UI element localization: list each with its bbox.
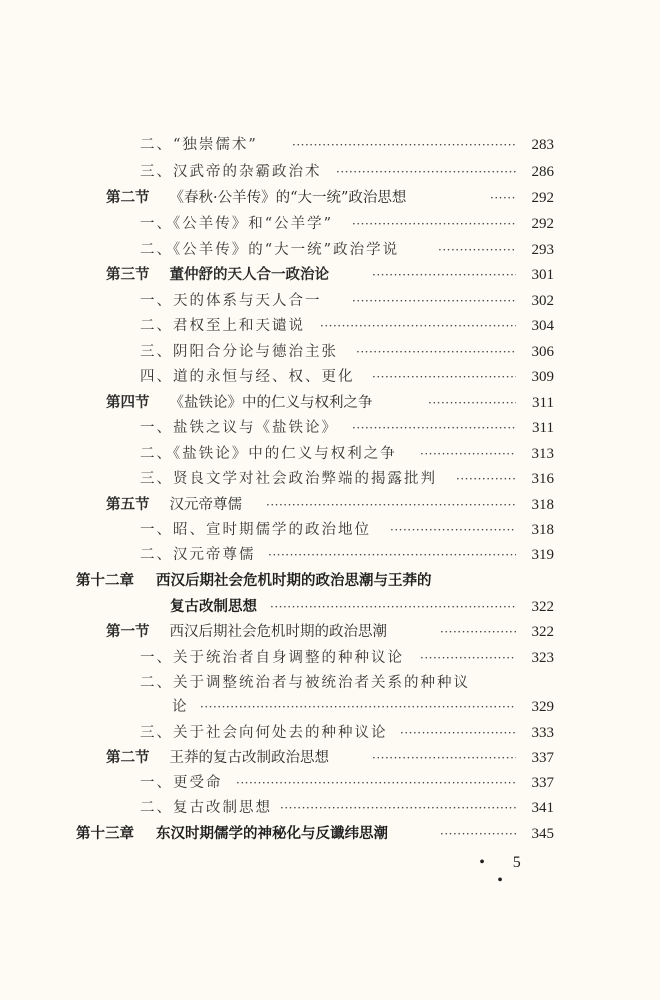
toc-entry-title: 一、昭、宣时期儒学的政治地位 xyxy=(140,522,371,538)
toc-page-number: 322 xyxy=(531,624,554,640)
toc-page-number: 304 xyxy=(531,318,554,334)
dot-leader xyxy=(372,365,516,389)
toc-section-title: 第一节 西汉后期社会危机时期的政治思潮 xyxy=(106,624,387,640)
dot-leader xyxy=(456,467,516,491)
toc-chapter[interactable] xyxy=(0,822,660,846)
toc-entry-title: 四、道的永恒与经、权、更化 xyxy=(140,369,355,385)
toc-page-number: 293 xyxy=(531,242,554,258)
toc-section-title: 第二节 王莽的复古改制政治思想 xyxy=(106,750,329,766)
toc-entry[interactable] xyxy=(0,416,660,440)
toc-section-title: 第二节 《春秋·公羊传》的“大一统”政治思想 xyxy=(106,190,407,206)
toc-entry-title: 二、汉元帝尊儒 xyxy=(140,547,256,563)
toc-entry[interactable] xyxy=(0,212,660,236)
toc-entry-title: 三、汉武帝的杂霸政治术 xyxy=(140,164,322,180)
toc-entry[interactable] xyxy=(0,238,660,262)
toc-page-number: 323 xyxy=(531,650,554,666)
dot-leader xyxy=(438,238,516,262)
toc-entry[interactable] xyxy=(0,518,660,542)
toc-page-number: 309 xyxy=(531,369,554,385)
toc-page-number: 292 xyxy=(531,190,554,206)
dot-leader xyxy=(400,721,516,745)
toc-page-number: 316 xyxy=(531,471,554,487)
toc-page-number: 319 xyxy=(531,547,554,563)
toc-page-number: 318 xyxy=(531,522,554,538)
toc-section-title: 第五节 汉元帝尊儒 xyxy=(106,497,242,513)
toc-entry[interactable] xyxy=(0,133,660,157)
toc-page-number: 345 xyxy=(531,826,554,842)
toc-entry-title: 二、“独崇儒术” xyxy=(140,137,258,153)
toc-section[interactable] xyxy=(0,186,660,210)
toc-entry-title: 三、阴阳合分论与德治主张 xyxy=(140,344,338,360)
page-number: • 5 • xyxy=(479,854,533,889)
toc-entry-title: 三、关于社会向何处去的种种议论 xyxy=(140,725,388,741)
toc-page-number: 283 xyxy=(531,137,554,153)
toc-chapter-title-cont: 复古改制思想 xyxy=(170,599,257,615)
toc-chapter-title: 第十三章 东汉时期儒学的神秘化与反谶纬思潮 xyxy=(76,826,388,842)
toc-page-number: 311 xyxy=(532,395,554,411)
toc-page-number: 302 xyxy=(531,293,554,309)
toc-entry[interactable] xyxy=(0,721,660,745)
dot-leader xyxy=(320,314,516,338)
toc-section[interactable] xyxy=(0,263,660,287)
toc-page-number: 333 xyxy=(531,725,554,741)
toc-page-number: 306 xyxy=(531,344,554,360)
toc-entry-title: 三、贤良文学对社会政治弊端的揭露批判 xyxy=(140,471,437,487)
dot-leader xyxy=(420,646,516,670)
toc-entry[interactable] xyxy=(0,543,660,567)
toc-entry[interactable] xyxy=(0,289,660,313)
toc-section-title: 第四节 《盐铁论》中的仁义与权利之争 xyxy=(106,395,373,411)
toc-chapter-continued[interactable] xyxy=(0,595,660,619)
dot-leader xyxy=(372,263,516,287)
toc-entry[interactable] xyxy=(0,646,660,670)
toc-entry-title: 一、更受命 xyxy=(140,775,223,791)
dot-leader xyxy=(356,340,516,364)
toc-entry-title: 一、盐铁之议与《盐铁论》 xyxy=(140,420,338,436)
toc-entry-title: 一、《公羊传》和“公羊学” xyxy=(140,216,334,232)
dot-leader xyxy=(428,391,516,415)
toc-entry-continued[interactable] xyxy=(0,695,660,719)
toc-page-number: 318 xyxy=(531,497,554,513)
dot-leader xyxy=(352,289,516,313)
dot-leader xyxy=(292,133,516,157)
toc-entry-title: 二、复古改制思想 xyxy=(140,800,272,816)
dot-leader xyxy=(270,595,516,619)
dot-leader xyxy=(390,518,516,542)
toc-entry[interactable] xyxy=(0,671,660,695)
toc-page-number: 311 xyxy=(532,420,554,436)
toc-entry-title-cont: 论 xyxy=(172,699,187,715)
toc-page-number: 286 xyxy=(531,164,554,180)
dot-leader xyxy=(266,493,516,517)
dot-leader xyxy=(200,695,516,719)
toc-page-number: 341 xyxy=(531,800,554,816)
dot-leader xyxy=(490,186,516,210)
toc-entry[interactable] xyxy=(0,771,660,795)
dot-leader xyxy=(352,416,516,440)
dot-leader xyxy=(268,543,516,567)
toc-page-number: 329 xyxy=(531,699,554,715)
dot-leader xyxy=(440,620,516,644)
dot-leader xyxy=(352,212,516,236)
toc-page-number: 337 xyxy=(531,775,554,791)
toc-section[interactable] xyxy=(0,620,660,644)
toc-page-number: 322 xyxy=(531,599,554,615)
dot-leader xyxy=(420,442,516,466)
toc-entry-title: 二、关于调整统治者与被统治者关系的种种议 xyxy=(140,675,470,691)
dot-leader xyxy=(236,771,516,795)
toc-entry[interactable] xyxy=(0,796,660,820)
toc-entry-title: 二、《盐铁论》中的仁义与权利之争 xyxy=(140,446,397,462)
toc-section[interactable] xyxy=(0,493,660,517)
toc-page-number: 301 xyxy=(531,267,554,283)
toc-entry-title: 一、关于统治者自身调整的种种议论 xyxy=(140,650,404,666)
toc-page-number: 313 xyxy=(531,446,554,462)
dot-leader xyxy=(440,822,516,846)
toc-entry-title: 二、《公羊传》的“大一统”政治学说 xyxy=(140,242,400,258)
toc-entry[interactable] xyxy=(0,340,660,364)
toc-entry[interactable] xyxy=(0,160,660,184)
toc-entry-title: 二、君权至上和天谴说 xyxy=(140,318,305,334)
toc-entry[interactable] xyxy=(0,467,660,491)
toc-entry[interactable] xyxy=(0,365,660,389)
toc-section-title: 第三节 董仲舒的天人合一政治论 xyxy=(106,267,329,283)
toc-chapter-title: 第十二章 西汉后期社会危机时期的政治思潮与王莽的 xyxy=(76,573,432,589)
dot-leader xyxy=(372,746,516,770)
toc-entry[interactable] xyxy=(0,314,660,338)
toc-section[interactable] xyxy=(0,746,660,770)
toc-section[interactable] xyxy=(0,391,660,415)
toc-page-number: 337 xyxy=(531,750,554,766)
dot-leader xyxy=(280,796,516,820)
toc-chapter[interactable] xyxy=(0,569,660,593)
toc-entry-title: 一、天的体系与天人合一 xyxy=(140,293,322,309)
dot-leader xyxy=(336,160,516,184)
toc-page-number: 292 xyxy=(531,216,554,232)
toc-entry[interactable] xyxy=(0,442,660,466)
